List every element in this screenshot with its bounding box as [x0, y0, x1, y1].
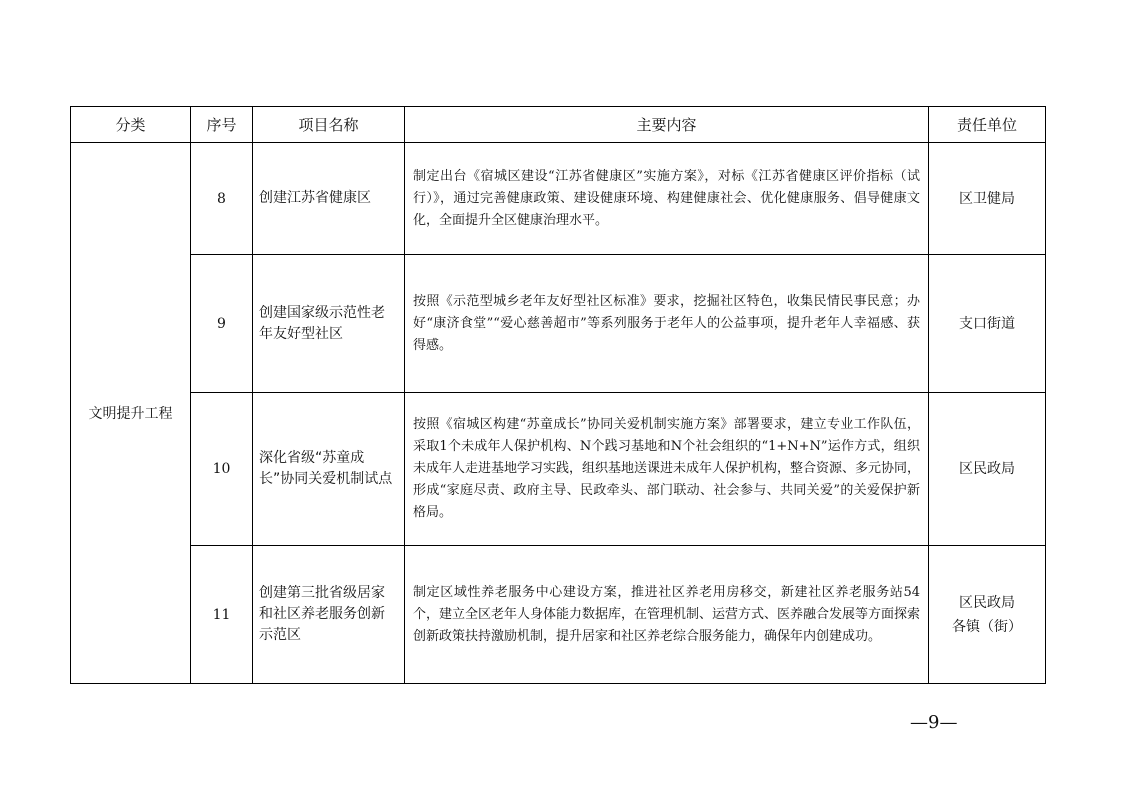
project-content: 制定出台《宿城区建设“江苏省健康区”实施方案》，对标《江苏省健康区评价指标（试行）》，通过完善健康政策、建设健康环境、构建健康社会、优化健康服务、倡导健康文化，全面提升全区健康治理水平。 — [405, 143, 929, 255]
project-content: 制定区域性养老服务中心建设方案，推进社区养老用房移交，新建社区养老服务站54个，建立全区老年人身体能力数据库，在管理机制、运营方式、医养融合发展等方面探索创新政策扶持激励机制，提升居家和社区养老综合服务能力，确保年内创建成功。 — [405, 546, 929, 684]
category-cell: 文明提升工程 — [71, 143, 191, 684]
header-category: 分类 — [71, 107, 191, 143]
table-row — [71, 255, 1046, 393]
header-main-content: 主要内容 — [405, 107, 929, 143]
page-number: —9— — [910, 712, 958, 733]
project-name: 创建江苏省健康区 — [253, 143, 405, 255]
table-row — [71, 546, 1046, 684]
row-number: 8 — [191, 143, 253, 255]
table-header-row — [71, 107, 1046, 143]
project-content: 按照《示范型城乡老年友好型社区标准》要求，挖掘社区特色，收集民情民事民意；办好“康济食堂”“爱心慈善超市”等系列服务于老年人的公益事项，提升老年人幸福感、获得感。 — [405, 255, 929, 393]
header-project-name: 项目名称 — [253, 107, 405, 143]
table-row — [71, 143, 1046, 255]
unit-line: 区卫健局 — [959, 190, 1015, 207]
responsible-unit — [929, 255, 1046, 393]
header-responsible-unit: 责任单位 — [929, 107, 1046, 143]
unit-line: 区民政局 — [959, 594, 1015, 611]
row-number: 11 — [191, 546, 253, 684]
project-name: 深化省级“苏童成长”协同关爱机制试点 — [253, 393, 405, 546]
responsible-unit — [929, 546, 1046, 684]
project-name: 创建第三批省级居家和社区养老服务创新示范区 — [253, 546, 405, 684]
project-name: 创建国家级示范性老年友好型社区 — [253, 255, 405, 393]
row-number: 9 — [191, 255, 253, 393]
unit-line: 支口街道 — [959, 315, 1015, 332]
project-content: 按照《宿城区构建“苏童成长”协同关爱机制实施方案》部署要求，建立专业工作队伍，采取1个未成年人保护机构、N个践习基地和N个社会组织的“1+N+N”运作方式，组织未成年人走进基地学习实践，组织基地送课进未成年人保护机构，整合资源、多元协同，形成“家庭尽责、政府主导、民政牵头、部门联动、社会参与、共同关爱”的关爱保护新格局。 — [405, 393, 929, 546]
responsible-unit — [929, 143, 1046, 255]
project-table — [70, 106, 1046, 684]
row-number: 10 — [191, 393, 253, 546]
responsible-unit — [929, 393, 1046, 546]
unit-line: 各镇（街） — [952, 618, 1022, 635]
unit-line: 区民政局 — [959, 461, 1015, 477]
header-number: 序号 — [191, 107, 253, 143]
table-row — [71, 393, 1046, 546]
